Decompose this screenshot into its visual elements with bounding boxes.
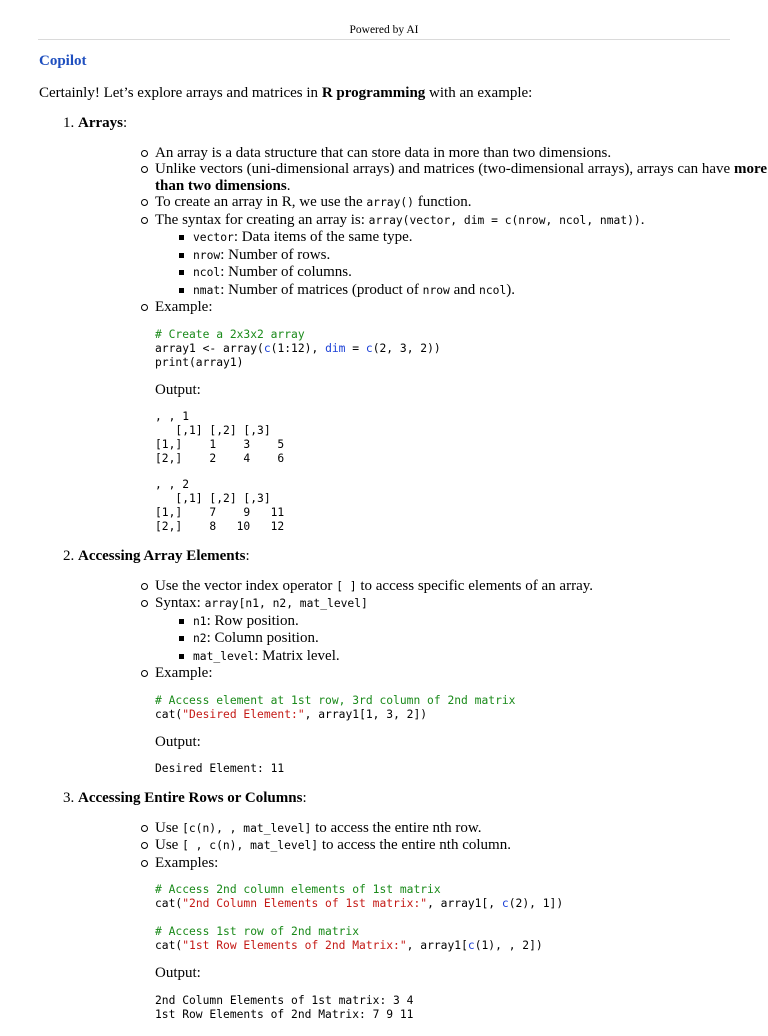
copilot-label: Copilot <box>39 53 87 69</box>
intro-bold: R programming <box>321 85 426 101</box>
output-label: Output: <box>155 733 201 750</box>
output-label: Output: <box>155 381 201 398</box>
section-accessing-elements <box>78 548 768 790</box>
sub-list <box>155 613 768 666</box>
list-item: Use the vector index operator [ ] to access specific elements of an array. <box>155 578 768 596</box>
bullet-list <box>78 820 768 1022</box>
output-block[interactable]: 2nd Column Elements of 1st matrix: 3 4 1st Row Elements of 2nd Matrix: 7 9 11 <box>155 993 414 1021</box>
section-title: 1. Arrays: <box>78 115 128 131</box>
list-item: Example: # Access element at 1st row, 3rd column of 2nd matrix cat("Desired Element:", array1[1, 3, 2]) Output: Desired Element: 11 <box>155 665 768 776</box>
intro-text: Certainly! Let’s explore arrays and matrices in R programming with an example: <box>39 85 533 101</box>
code-comment: # Create a 2x3x2 array <box>155 327 305 341</box>
sub-list <box>155 229 768 299</box>
output-label: Output: <box>155 965 201 981</box>
section-arrays <box>78 115 768 548</box>
bullet-list <box>78 145 768 535</box>
bullet-list <box>78 578 768 777</box>
output-block[interactable]: Desired Element: 11 <box>155 762 285 775</box>
section-title: 3. Accessing Entire Rows or Columns: <box>78 790 307 806</box>
section-title: 2. Accessing Array Elements: <box>78 548 250 564</box>
list-item: Syntax: array[n1, n2, mat_level] n1: Row position. n2: Column position. mat_level: Matrix level. <box>155 595 768 665</box>
output-block[interactable]: , , 1 [,1] [,2] [,3] [1,] 1 3 5 [2,] 2 4 6 <box>155 410 285 465</box>
sub-list-item: n1: Row position. <box>193 613 768 631</box>
output-block[interactable]: , , 2 [,1] [,2] [,3] [1,] 7 9 11 [2,] 8 10 12 <box>155 478 285 533</box>
list-item: Examples: # Access 2nd column elements of 1st matrix cat("2nd Column Elements of 1st matrix:", array1[, c(2), 1]) # Access 1st row of 2nd matrix cat("1st Row Elements of 2nd Matrix:", array1[c(1), , 2]) Output: 2nd Column Elements of 1st matrix: 3 4 1st Row Elements of 2nd Matrix: 7 9 11 <box>155 855 768 1022</box>
section-rows-columns <box>78 790 768 1036</box>
list-item: Use [ , c(n), mat_level] to access the entire nth column. <box>155 837 768 855</box>
list-item: Example: # Create a 2x3x2 array array1 <- array(c(1:12), dim = c(2, 3, 2)) print(array1) Output: , , 1 [,1] [,2] [,3] [1,] 1 3 5 [2,] 2 4 6 , , 2 [,1] [,2] [,3] [1,] 7 9 11 [2,] 8 10 12 <box>155 299 768 534</box>
sub-list-item: mat_level: Matrix level. <box>193 648 768 666</box>
code-block[interactable]: # Access element at 1st row, 3rd column of 2nd matrix cat("Desired Element:", array1[1, 3, 2]) <box>155 693 516 721</box>
sub-list-item: ncol: Number of columns. <box>193 264 768 282</box>
section-list <box>0 115 768 1036</box>
list-item: Use [c(n), , mat_level] to access the entire nth row. <box>155 820 768 838</box>
sub-list-item: vector: Data items of the same type. <box>193 229 768 247</box>
sub-list-item: nmat: Number of matrices (product of nrow and ncol). <box>193 282 768 300</box>
code-block[interactable]: # Create a 2x3x2 array array1 <- array(c(1:12), dim = c(2, 3, 2)) print(array1) <box>155 327 441 369</box>
list-item: The syntax for creating an array is: array(vector, dim = c(nrow, ncol, nmat)). vector: Data items of the same type. nrow: Number of rows. ncol: Number of columns. nmat: Number of matrices (product of nrow and ncol). <box>155 212 768 300</box>
code-block[interactable]: # Access 2nd column elements of 1st matrix cat("2nd Column Elements of 1st matrix:", array1[, c(2), 1]) # Access 1st row of 2nd matrix cat("1st Row Elements of 2nd Matrix:", array1[c(1), , 2]) <box>155 883 564 952</box>
list-item: Unlike vectors (uni-dimensional arrays) and matrices (two-dimensional arrays), arrays can have more than two dimensions. <box>155 161 767 194</box>
list-item: To create an array in R, we use the array() function. <box>155 194 768 212</box>
list-item: An array is a data structure that can store data in more than two dimensions. <box>155 145 768 162</box>
answer-content <box>0 115 768 1036</box>
sub-list-item: nrow: Number of rows. <box>193 247 768 265</box>
powered-by-header: Powered by AI <box>38 24 730 40</box>
sub-list-item: n2: Column position. <box>193 630 768 648</box>
